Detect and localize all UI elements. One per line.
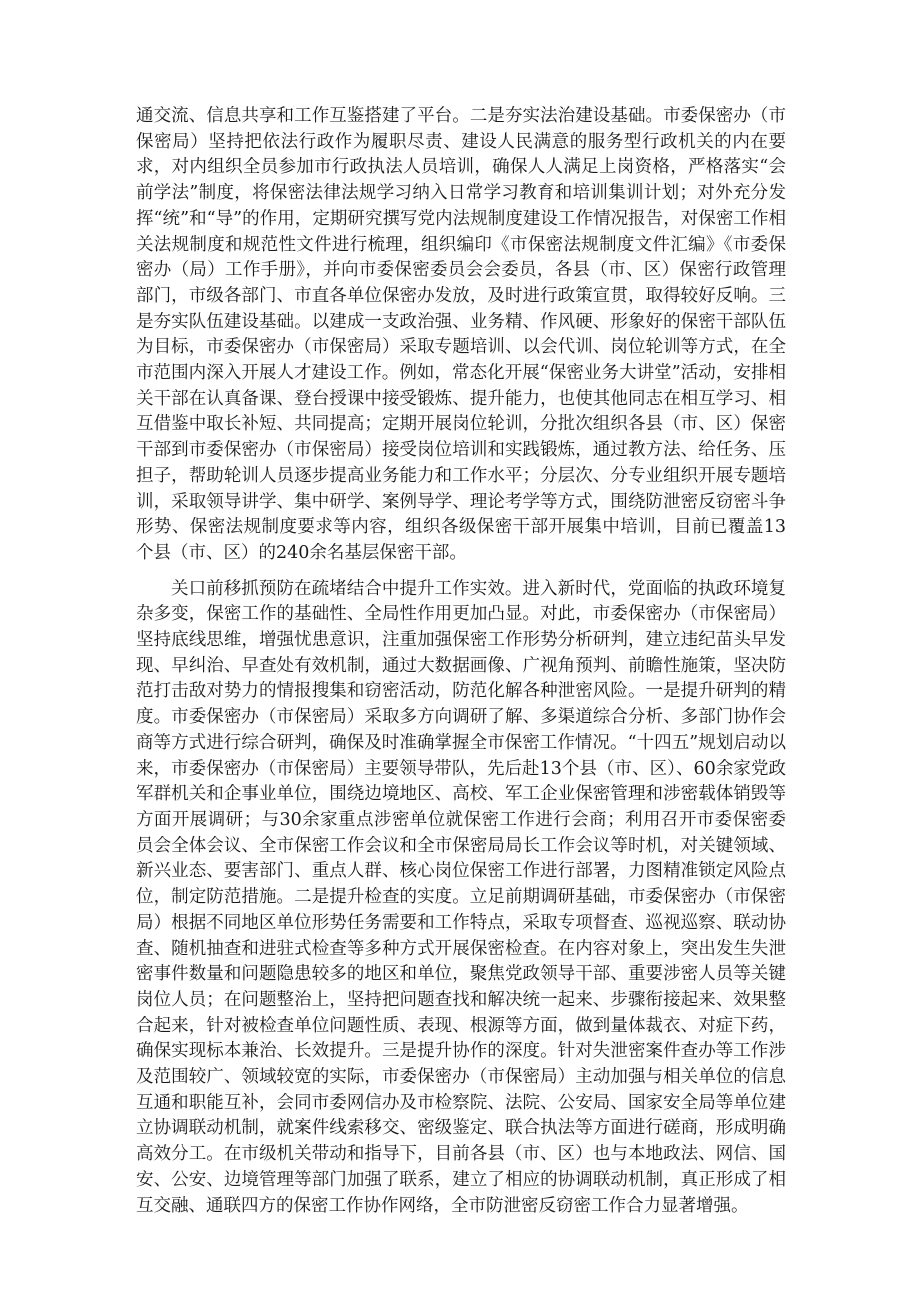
- paragraph-prevention: 关口前移抓预防在疏堵结合中提升工作实效。进入新时代，党面临的执政环境复杂多变，保密工作的基础性、全局性作用更加凸显。对此，市委保密办（市保密局）坚持底线思维，增强忧患意识，注重加强保密工作形势分析研判，建立违纪苗头早发现、早纠治、早查处有效机制，通过大数据画像、广视角预判、前瞻性施策，坚决防范打击敌对势力的情报搜集和窃密活动，防范化解各种泄密风险。一是提升研判的精度。市委保密办（市保密局）采取多方向调研了解、多渠道综合分析、多部门协作会商等方式进行综合研判，确保及时准确掌握全市保密工作情况。“十四五”规划启动以来，市委保密办（市保密局）主要领导带队，先后赴13个县（市、区）、60余家党政军群机关和企事业单位，围绕边境地区、高校、军工企业保密管理和涉密载体销毁等方面开展调研；与30余家重点涉密单位就保密工作进行会商；利用召开市委保密委员会全体会议、全市保密工作会议和全市保密局局长工作会议等时机，对关键领域、新兴业态、要害部门、重点人群、核心岗位保密工作进行部署，力图精准锁定风险点位，制定防范措施。二是提升检查的实度。立足前期调研基础，市委保密办（市保密局）根据不同地区单位形势任务需要和工作特点，采取专项督查、巡视巡察、联动协查、随机抽查和进驻式检查等多种方式开展保密检查。在内容对象上，突出发生失泄密事件数量和问题隐患较多的地区和单位，聚焦党政领导干部、重要涉密人员等关键岗位人员；在问题整治上，坚持把问题查找和解决统一起来、步骤衔接起来、效果整合起来，针对被检查单位问题性质、表现、根源等方面，做到量体裁衣、对症下药，确保实现标本兼治、长效提升。三是提升协作的深度。针对失泄密案件查办等工作涉及范围较广、领域较宽的实际，市委保密办（市保密局）主动加强与相关单位的信息互通和职能互补，会同市委网信办及市检察院、法院、公安局、国家安全局等单位建立协调联动机制，就案件线索移交、密级鉴定、联合执法等方面进行磋商，形成明确高效分工。在市级机关带动和指导下，目前各县（市、区）也与本地政法、网信、国安、公安、边境管理等部门加强了联系，建立了相应的协调联动机制，真正形成了相互交融、通联四方的保密工作协作网络，全市防泄密反窃密工作合力显著增强。: [136, 578, 786, 1216]
- document-page: [136, 104, 786, 1219]
- paragraph-continuation: 通交流、信息共享和工作互鉴搭建了平台。二是夯实法治建设基础。市委保密办（市保密局）坚持把依法行政作为履职尽责、建设人民满意的服务型行政机关的内在要求，对内组织全员参加市行政执法人员培训，确保人人满足上岗资格，严格落实“会前学法”制度，将保密法律法规学习纳入日常学习教育和培训集训计划；对外充分发挥“统”和“导”的作用，定期研究撰写党内法规制度建设工作情况报告，对保密工作相关法规制度和规范性文件进行梳理，组织编印《市保密法规制度文件汇编》《市委保密办（局）工作手册》，并向市委保密委员会会委员，各县（市、区）保密行政管理部门，市级各部门、市直各单位保密办发放，及时进行政策宣贯，取得较好反响。三是夯实队伍建设基础。以建成一支政治强、业务精、作风硬、形象好的保密干部队伍为目标，市委保密办（市保密局）采取专题培训、以会代训、岗位轮训等方式，在全市范围内深入开展人才建设工作。例如，常态化开展“保密业务大讲堂”活动，安排相关干部在认真备课、登台授课中接受锻炼、提升能力，也使其他同志在相互学习、相互借鉴中取长补短、共同提高；定期开展岗位轮训，分批次组织各县（市、区）保密干部到市委保密办（市保密局）接受岗位培训和实践锻炼，通过教方法、给任务、压担子，帮助轮训人员逐步提高业务能力和工作水平；分层次、分专业组织开展专题培训，采取领导讲学、集中研学、案例导学、理论考学等方式，围绕防泄密反窃密斗争形势、保密法规制度要求等内容，组织各级保密干部开展集中培训，目前已覆盖13个县（市、区）的240余名基层保密干部。: [136, 106, 786, 563]
